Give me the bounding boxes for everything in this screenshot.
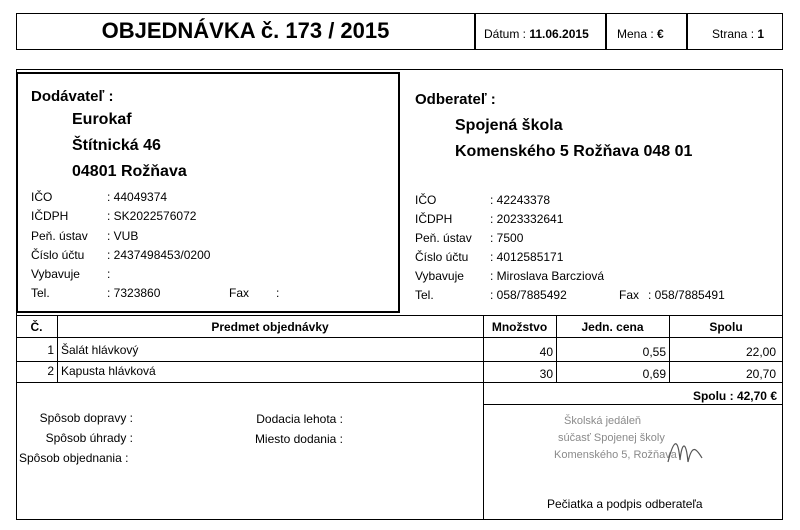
sum-line	[483, 404, 783, 405]
supplier-name: Eurokaf	[72, 111, 132, 128]
payment-label: Spôsob úhrady :	[45, 431, 133, 445]
transport-label: Spôsob dopravy :	[39, 411, 133, 425]
document-title: OBJEDNÁVKA č. 173 / 2015	[101, 18, 390, 43]
row-2-total: 20,70	[745, 367, 776, 381]
supplier-icdph-label: IČDPH	[31, 209, 69, 223]
row-2-num: 2	[47, 364, 54, 378]
sum-label: Spolu :	[692, 389, 734, 403]
page-value: 1	[757, 27, 765, 41]
supplier-contact-value: :	[107, 267, 111, 281]
col-header-num: Č.	[30, 320, 43, 334]
customer-icdph-label: IČDPH	[415, 212, 453, 226]
supplier-account-value: : 2437498453/0200	[107, 248, 211, 262]
table-row-line-2	[16, 382, 783, 383]
customer-account-value: : 4012585171	[490, 250, 564, 264]
currency-label: Mena :	[617, 27, 654, 41]
customer-bank-value: : 7500	[490, 231, 524, 245]
supplier-street: Štítnická 46	[72, 137, 161, 154]
supplier-account-label: Číslo účtu	[31, 248, 85, 262]
row-1-num: 1	[47, 343, 54, 357]
supplier-icdph-value: : SK2022576072	[107, 209, 197, 223]
customer-ico-value: : 42243378	[490, 193, 551, 207]
signature-caption: Pečiatka a podpis odberateľa	[547, 497, 703, 511]
customer-tel-value: : 058/7885492	[490, 288, 567, 302]
supplier-fax-label: Fax	[229, 286, 250, 300]
sum-row	[483, 389, 777, 403]
order-method-label: Spôsob objednania :	[19, 451, 129, 465]
row-1-item: Šalát hlávkový	[61, 343, 139, 357]
signature-icon	[660, 432, 710, 472]
row-1-price: 0,55	[642, 345, 666, 359]
date-label: Dátum :	[484, 27, 527, 41]
stamp-line-1: Školská jedáleň	[564, 415, 642, 427]
page-field	[712, 27, 764, 41]
customer-icdph-value: : 2023332641	[490, 212, 564, 226]
table-row-line-1	[16, 361, 783, 362]
supplier-ico-value: : 44049374	[107, 190, 168, 204]
customer-contact-value: : Miroslava Barcziová	[490, 269, 605, 283]
stamp-line-2: súčasť Spojenej školy	[558, 432, 665, 444]
row-2-item: Kapusta hlávková	[61, 364, 156, 378]
customer-fax-label: Fax	[619, 288, 640, 302]
stamp-line-3: Komenského 5, Rožňava	[554, 449, 677, 461]
customer-fax-value: : 058/7885491	[648, 288, 725, 302]
delivery-place-label: Miesto dodania :	[254, 432, 343, 446]
customer-ico-label: IČO	[415, 193, 437, 207]
row-1-qty: 40	[539, 345, 553, 359]
customer-address: Komenského 5 Rožňava 048 01	[455, 143, 693, 160]
currency-field	[617, 27, 664, 41]
row-1-total: 22,00	[745, 345, 776, 359]
col-header-price: Jedn. cena	[581, 320, 644, 334]
supplier-city: 04801 Rožňava	[72, 163, 187, 180]
delivery-term-label: Dodacia lehota :	[256, 412, 343, 426]
supplier-heading: Dodávateľ :	[31, 88, 114, 105]
sum-value: 42,70 €	[736, 389, 777, 403]
customer-name: Spojená škola	[455, 117, 563, 134]
supplier-contact-label: Vybavuje	[31, 267, 80, 281]
supplier-bank-label: Peň. ústav	[31, 229, 88, 243]
customer-bank-label: Peň. ústav	[415, 231, 472, 245]
customer-tel-label: Tel.	[415, 288, 434, 302]
supplier-fax-value: :	[276, 286, 280, 300]
customer-contact-label: Vybavuje	[415, 269, 464, 283]
date-value: 11.06.2015	[529, 27, 589, 41]
col-header-item: Predmet objednávky	[211, 320, 329, 334]
col-header-qty: Množstvo	[491, 320, 548, 334]
row-2-qty: 30	[539, 367, 553, 381]
supplier-bank-value: : VUB	[107, 229, 139, 243]
table-top-line	[16, 315, 783, 316]
currency-value: €	[657, 27, 664, 41]
table-header-line	[16, 337, 783, 338]
row-2-price: 0,69	[642, 367, 666, 381]
date-field	[484, 27, 589, 41]
supplier-ico-label: IČO	[31, 190, 53, 204]
supplier-tel-value: : 7323860	[107, 286, 161, 300]
footer-divider	[483, 404, 484, 520]
supplier-tel-label: Tel.	[31, 286, 50, 300]
col-header-total: Spolu	[709, 320, 743, 334]
customer-heading: Odberateľ :	[415, 91, 496, 108]
page-label: Strana :	[712, 27, 755, 41]
customer-account-label: Číslo účtu	[415, 250, 469, 264]
